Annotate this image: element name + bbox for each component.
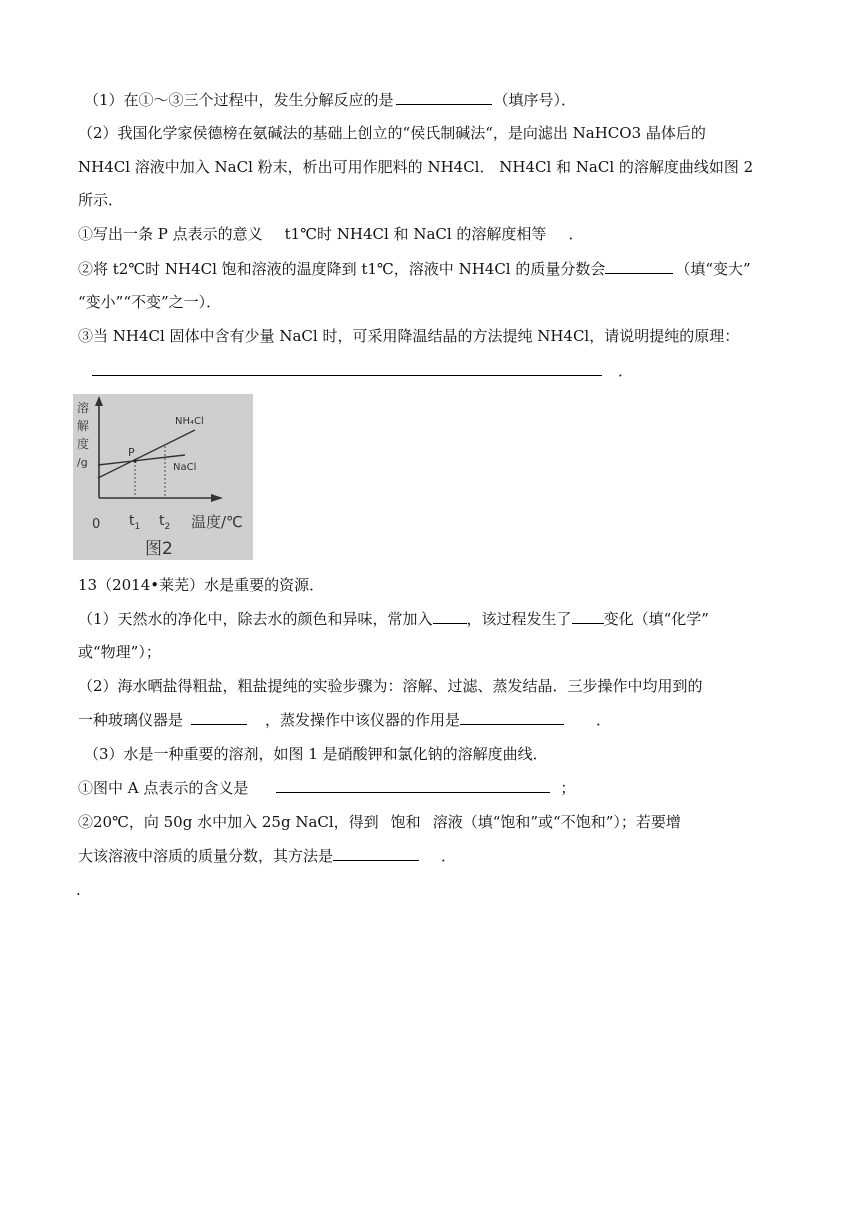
solubility-figure [73, 394, 253, 560]
nh4cl-label: NH₄Cl [175, 416, 204, 427]
x-axis-arrow [211, 494, 223, 502]
figure-caption: 图2 [145, 539, 173, 559]
t2-label [159, 513, 170, 532]
origin-label: 0 [92, 517, 101, 532]
q13-part2-suffix: ． [596, 711, 612, 729]
q12-sub3-answer-line [92, 361, 633, 381]
q12-part2-line1: （2）我国化学家侯德榜在氨碱法的基础上创立的“侯氏制碱法“，是向滤出 NaHCO3 晶体后的 [78, 124, 706, 142]
q12-sub3: ③当 NH4Cl 固体中含有少量 NaCl 时，可采用降温结晶的方法提纯 NH4Cl，请说明提纯的原理： [78, 327, 740, 345]
q12-sub1-text: ①写出一条 P 点表示的意义 [78, 225, 263, 243]
q12-part1-blank [396, 90, 492, 105]
q13-part1-blank-b [572, 609, 604, 624]
q13-sub2-line2-text: 大该溶液中溶质的质量分数，其方法是 [78, 847, 334, 865]
q12-part1-suffix: （填序号）． [493, 91, 577, 109]
q12-part2-line3: 所示． [78, 191, 124, 209]
q13-part1-line2: 或“物理”）； [78, 643, 161, 661]
y-axis-arrow [95, 396, 103, 406]
q12-sub1-suffix: ． [568, 225, 584, 243]
q13-part1 [78, 609, 709, 629]
q13-part2-text: 一种玻璃仪器是 [78, 711, 184, 729]
q12-sub3-blank [92, 361, 602, 376]
q13-end-dot: . [76, 881, 81, 899]
solubility-graph [73, 394, 253, 560]
q13-part2-line2 [78, 710, 611, 730]
q13-sub2 [78, 812, 681, 832]
t1-text: t [129, 513, 135, 529]
q13-sub2-answer: 饱和 [390, 813, 421, 831]
q13-sub2-text: ②20℃，向 50g 水中加入 25g NaCl，得到 [78, 813, 379, 831]
q12-sub2-suffix: （填“变大” [675, 260, 751, 278]
q13-sub1-text: ①图中 A 点表示的含义是 [78, 779, 249, 797]
x-axis-label: 温度/℃ [191, 513, 243, 531]
q13-sub1 [78, 778, 575, 798]
q13-part2-line1: （2）海水晒盐得粗盐，粗盐提纯的实验步骤为：溶解、过滤、蒸发结晶．三步操作中均用到的 [78, 677, 703, 695]
t2-subscript: 2 [164, 522, 171, 532]
q13-sub1-blank [276, 778, 550, 793]
q12-part1-text: （1）在①～③三个过程中，发生分解反应的是 [84, 91, 394, 109]
nacl-label: NaCl [173, 462, 197, 473]
q13-part1-mid: ，该过程发生了 [466, 610, 572, 628]
q13-part1-suffix: 变化（填“化学” [603, 610, 709, 628]
q12-sub2 [78, 259, 751, 279]
q13-part1-blank-a [433, 609, 467, 624]
q12-part1 [84, 90, 576, 110]
t1-subscript: 1 [134, 522, 141, 532]
q12-part2-line2: NH4Cl 溶液中加入 NaCl 粉末，析出可用作肥料的 NH4Cl． NH4Cl 和 NaCl 的溶解度曲线如图 2 [78, 158, 754, 176]
q13-part2-mid: ，蒸发操作中该仪器的作用是 [265, 711, 461, 729]
q13-part3: （3）水是一种重要的溶剂，如图 1 是硝酸钾和氯化钠的溶解度曲线． [84, 745, 548, 763]
q12-sub1 [78, 224, 583, 244]
y-label-1: 溶 [77, 401, 90, 415]
point-p [133, 459, 136, 462]
q13-sub1-suffix: ； [560, 779, 576, 797]
q12-sub2-blank [605, 259, 673, 274]
point-p-label: P [128, 446, 135, 459]
q13-part1-text: （1）天然水的净化中，除去水的颜色和异味，常加入 [78, 610, 433, 628]
t1-label [129, 513, 140, 532]
q13-sub2-suffix: 溶液（填“饱和”或“不饱和”）；若要增 [432, 813, 681, 831]
y-label-3: 度 [77, 437, 90, 451]
q13-sub2-line2-suffix: ． [441, 847, 457, 865]
q13-part2-blank-a [191, 710, 247, 725]
q13-sub2-blank [333, 846, 419, 861]
y-label-4: /g [77, 456, 88, 469]
q12-sub2-line2: “变小”“不变”之一）． [78, 293, 222, 311]
t2-text: t [159, 513, 165, 529]
y-label-2: 解 [77, 419, 90, 433]
q12-sub3-suffix: ． [618, 362, 634, 380]
q13-title: 13（2014•莱芜）水是重要的资源． [78, 576, 325, 594]
q12-sub1-answer: t1℃时 NH4Cl 和 NaCl 的溶解度相等 [284, 225, 547, 243]
q12-sub2-text: ②将 t2℃时 NH4Cl 饱和溶液的温度降到 t1℃，溶液中 NH4Cl 的质量分数会 [78, 260, 606, 278]
q13-part2-blank-b [460, 710, 564, 725]
q13-sub2-line2 [78, 846, 456, 866]
